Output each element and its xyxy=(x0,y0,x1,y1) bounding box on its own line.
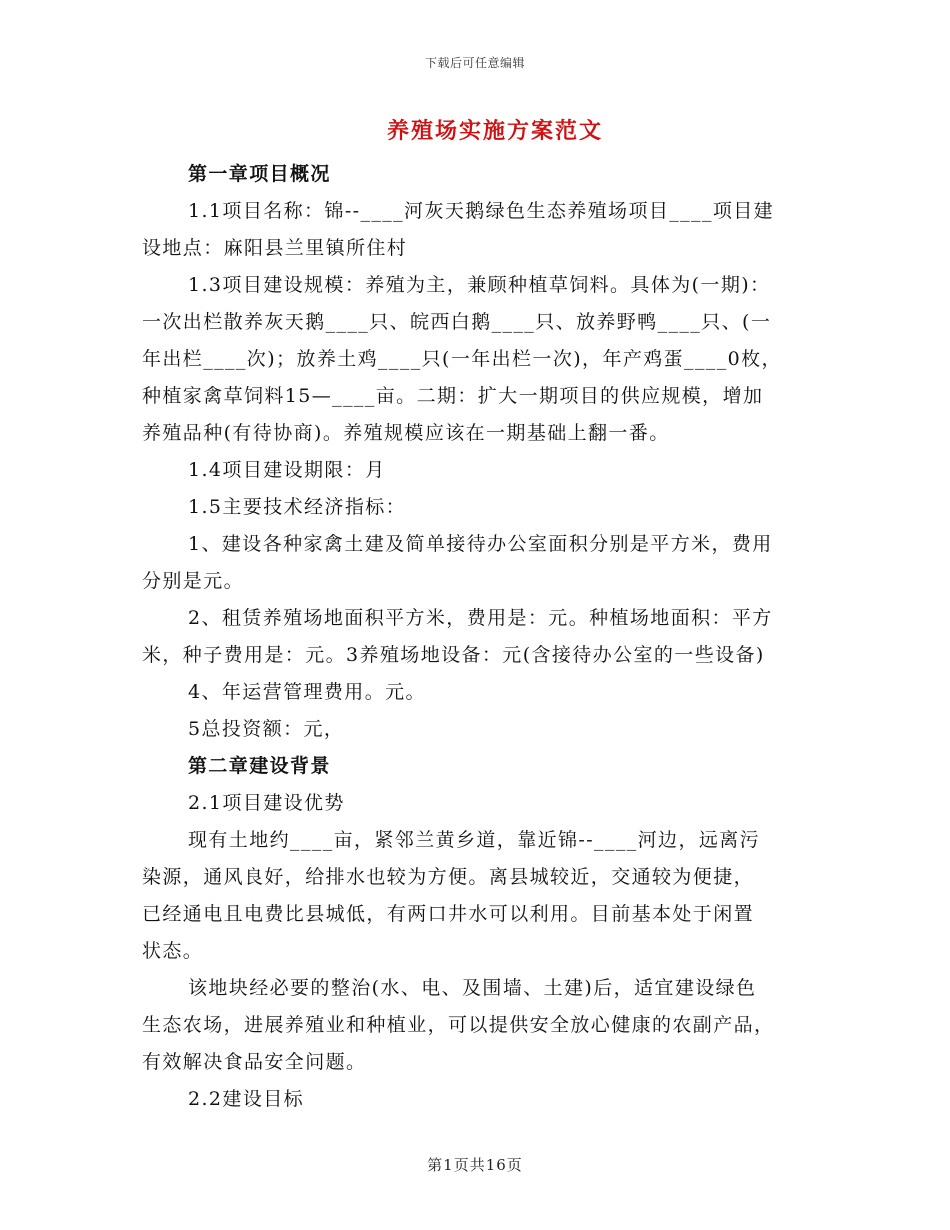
paragraph-line: 2.1项目建设优势 xyxy=(188,792,345,814)
page-indicator: 第1页共16页 xyxy=(427,1156,523,1174)
paragraph-line: 现有土地约____亩，紧邻兰黄乡道，靠近锦--____河边，远离污 xyxy=(188,829,761,851)
paragraph-line: 年出栏____次)；放养土鸡____只(一年出栏一次)，年产鸡蛋____0枚， xyxy=(142,348,782,370)
paragraph-line: 米，种子费用是：元。3养殖场地设备：元(含接待办公室的一些设备) xyxy=(142,644,765,666)
paragraph-line: 2.2建设目标 xyxy=(188,1088,305,1110)
section-heading: 第一章项目概况 xyxy=(188,163,331,185)
paragraph-line: 1.5主要技术经济指标： xyxy=(188,496,407,518)
paragraph-line: 设地点：麻阳县兰里镇所住村 xyxy=(142,237,408,259)
paragraph-line: 1.3项目建设规模：养殖为主，兼顾种植草饲料。具体为(一期)： xyxy=(188,274,771,296)
paragraph-line: 生态农场，进展养殖业和种植业，可以提供安全放心健康的农副产品， xyxy=(142,1014,775,1036)
paragraph-line: 该地块经必要的整治(水、电、及围墙、土建)后，适宜建设绿色 xyxy=(188,977,757,999)
paragraph-line: 已经通电且电费比县城低，有两口井水可以利用。目前基本处于闲置 xyxy=(142,903,755,925)
paragraph-line: 4、年运营管理费用。元。 xyxy=(188,681,426,703)
header-note: 下载后可任意编辑 xyxy=(424,56,525,70)
paragraph-line: 5总投资额：元， xyxy=(188,718,345,740)
paragraph-line: 1.4项目建设期限：月 xyxy=(188,459,386,481)
paragraph-line: 状态。 xyxy=(142,940,204,962)
paragraph-line: 有效解决食品安全问题。 xyxy=(142,1051,367,1073)
paragraph-line: 一次出栏散养灰天鹅____只、皖西白鹅____只、放养野鸭____只、(一 xyxy=(142,311,772,333)
paragraph-line: 1.1项目名称：锦--____河灰天鹅绿色生态养殖场项目____项目建 xyxy=(188,200,775,222)
paragraph-line: 分别是元。 xyxy=(142,570,245,592)
section-heading: 第二章建设背景 xyxy=(188,755,331,777)
document-title: 养殖场实施方案范文 xyxy=(386,118,603,144)
paragraph-line: 种植家禽草饲料15—____亩。二期：扩大一期项目的供应规模，增加 xyxy=(142,385,764,407)
paragraph-line: 养殖品种(有待协商)。养殖规模应该在一期基础上翻一番。 xyxy=(142,422,670,444)
paragraph-line: 2、租赁养殖场地面积平方米，费用是：元。种植场地面积：平方 xyxy=(188,607,773,629)
paragraph-line: 染源，通风良好，给排水也较为方便。离县城较近，交通较为便捷， xyxy=(142,866,755,888)
paragraph-line: 1、建设各种家禽土建及简单接待办公室面积分别是平方米，费用 xyxy=(188,533,773,555)
document-body xyxy=(142,156,810,1118)
